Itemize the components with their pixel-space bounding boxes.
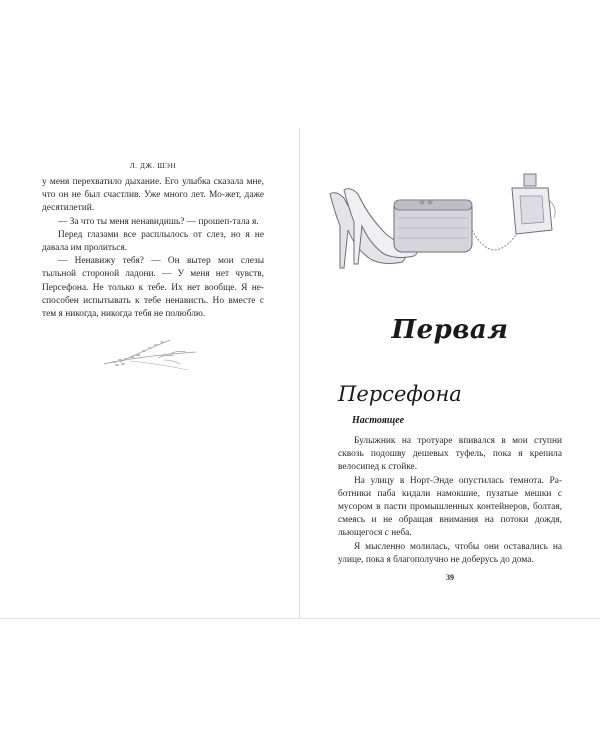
paragraph: Я мысленно молилась, чтобы они оставались на улице, пока я благополучно не доберусь до дома. [338,541,562,565]
page-number: 39 [446,573,454,582]
paragraph: — За что ты меня ненавидишь? — прошеп-тала я. [58,216,259,227]
right-page-text [338,435,562,567]
fashion-illustration-icon [326,170,566,280]
paragraph: Перед глазами все расплылось от слез, но я не давала им пролиться. [42,229,264,254]
lavender-ornament-icon [100,330,200,374]
paragraph: Булыжник на тротуаре впивался в мои ступни сквозь подошву дешевых туфель, пока я крепила велосипед к стойке. [338,436,562,473]
chapter-title: Первая [391,315,509,345]
spread-bottom-edge [0,618,600,619]
perfume-bottle-icon [512,174,555,234]
paragraph: у меня перехватило дыхание. Его улыбка сказала мне, что он не был счастлив. Уже много лет. Мо-жет, даже десятилетий. [42,177,264,214]
paragraph: На улицу в Норт-Энде опустилась темнота. Ра-ботники паба кидали намокшие, пузатые мешки с мусором в пасти промышленных контейнеров, болтая, смеясь и не обращая внимания на потоки дождя, льющегося с неба. [338,475,562,539]
left-page [42,150,264,321]
clutch-bag-icon [394,200,518,253]
section-subheading: Настоящее [352,415,405,426]
pov-title: Персефона [338,382,462,406]
paragraph: — Ненавижу тебя? — Он вытер мои слезы тыльной стороной ладони. — У меня нет чувств, Персефона. Не только к тебе. Их нет вообще. Я не-способен испытывать к тебе ненависть. Но вместе с тем я никогда, никогда тебя не полюблю. [42,256,264,320]
book-spine [299,128,300,618]
left-page-text [42,176,264,321]
running-head: Л. ДЖ. ШЭН [129,162,177,170]
